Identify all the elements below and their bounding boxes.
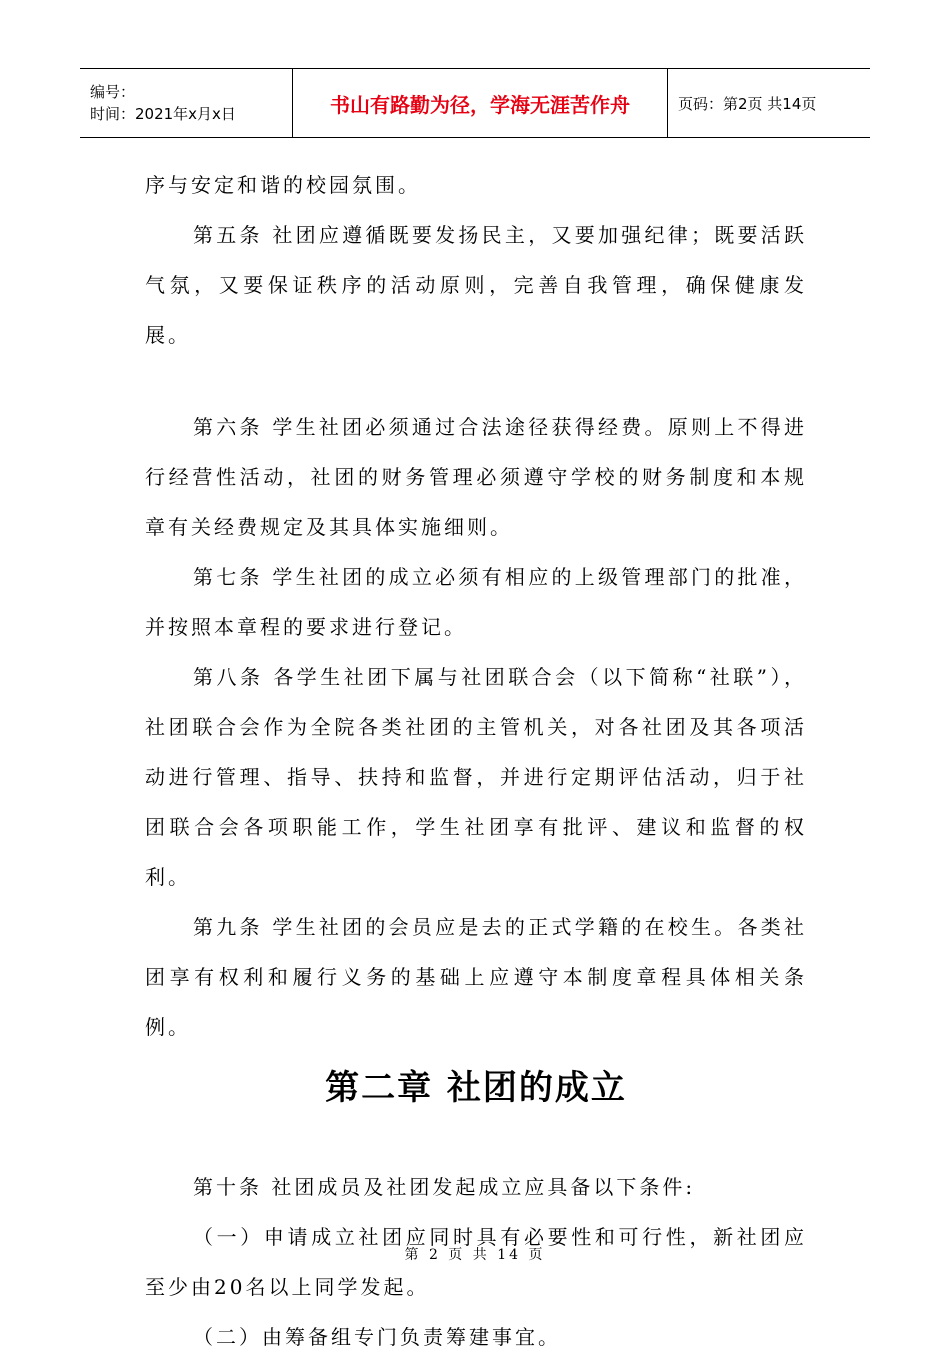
- document-body: [145, 160, 807, 1362]
- header-motto: 书山有路勤为径，学海无涯苦作舟: [330, 92, 630, 117]
- article-9: 第九条 学生社团的会员应是去的正式学籍的在校生。各类社团享有权利和履行义务的基础上应遵守本制度章程具体相关条例。: [145, 915, 807, 1039]
- header-meta: [80, 69, 292, 137]
- condition-2: （二）由筹备组专门负责筹建事宜。: [193, 1325, 561, 1349]
- article-8: 第八条 各学生社团下属与社团联合会（以下简称“社联”），社团联合会作为全院各类社团的主管机关，对各社团及其各项活动进行管理、指导、扶持和监督，并进行定期评估活动，归于社团联合会各项职能工作，学生社团享有批评、建议和监督的权利。: [145, 665, 807, 889]
- paragraph: 序与安定和谐的校园氛围。: [145, 173, 421, 197]
- article-10: 第十条 社团成员及社团发起成立应具备以下条件:: [193, 1175, 696, 1199]
- article-7: 第七条 学生社团的成立必须有相应的上级管理部门的批准，并按照本章程的要求进行登记。: [145, 565, 807, 639]
- chapter-title: 第二章 社团的成立: [325, 1068, 627, 1108]
- header-page-info: 页码：第2页 共14页: [678, 94, 817, 113]
- document-date: 时间：2021年x月x日: [90, 105, 236, 123]
- header-page-cell: [668, 69, 870, 137]
- article-6: 第六条 学生社团必须通过合法途径获得经费。原则上不得进行经营性活动，社团的财务管理必须遵守学校的财务制度和本规章有关经费规定及其具体实施细则。: [145, 415, 807, 539]
- page-footer: 第 2 页 共 14 页: [404, 1247, 546, 1263]
- document-number-label: 编号：: [90, 83, 136, 101]
- header-motto-cell: [292, 69, 668, 137]
- spacer: [145, 1118, 807, 1162]
- article-5: 第五条 社团应遵循既要发扬民主，又要加强纪律；既要活跃气氛，又要保证秩序的活动原则，完善自我管理，确保健康发展。: [145, 223, 807, 347]
- spacer: [145, 360, 807, 402]
- page-header: [80, 68, 870, 138]
- condition-1: （一）申请成立社团应同时具有必要性和可行性，新社团应至少由20名以上同学发起。: [145, 1225, 807, 1299]
